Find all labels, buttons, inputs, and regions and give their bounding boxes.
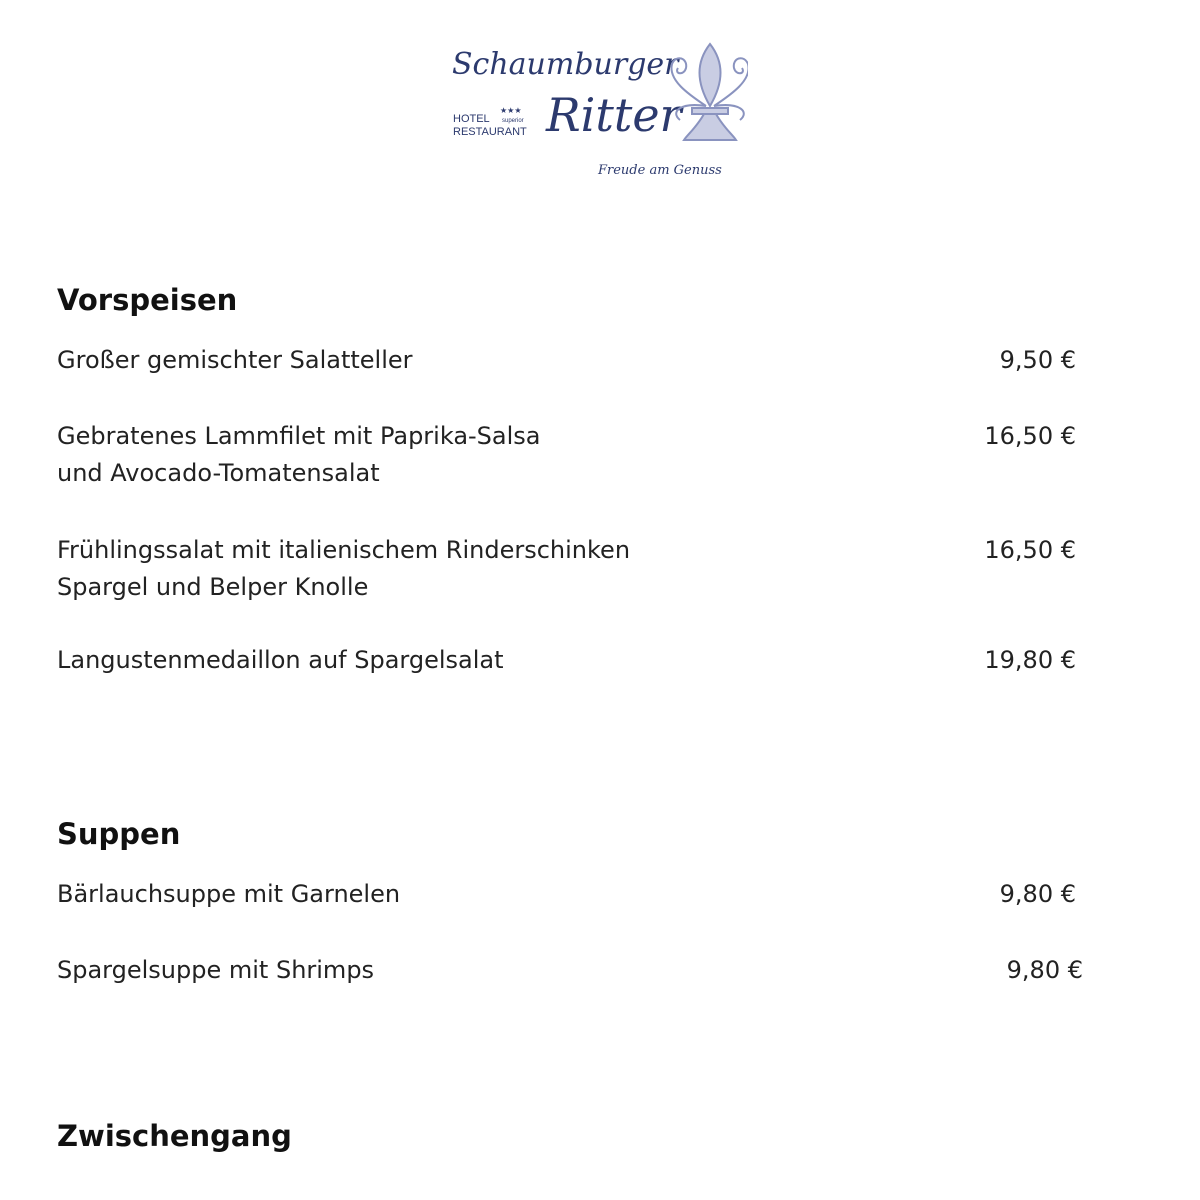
- menu-item-price: 9,50 €: [999, 346, 1076, 374]
- menu-item: [57, 876, 1120, 913]
- logo-script-top: Schaumburger: [452, 47, 679, 82]
- menu-item-name: [57, 342, 817, 379]
- logo-graphic: [448, 36, 748, 196]
- menu-item: [57, 642, 1120, 679]
- menu-item-price: 16,50 €: [984, 422, 1076, 450]
- logo-script-main: Ritter: [546, 88, 682, 142]
- menu-item: [57, 532, 1120, 606]
- menu-item-line: Bärlauchsuppe mit Garnelen: [57, 880, 401, 908]
- menu-item-line: Frühlingssalat mit italienischem Rinderschinken: [57, 536, 631, 564]
- menu-item: [57, 952, 1120, 989]
- section-title-vorspeisen: Vorspeisen: [57, 283, 238, 317]
- menu-item-price: 9,80 €: [999, 880, 1076, 908]
- logo-hotel: HOTEL: [453, 113, 490, 125]
- menu-item-name: [57, 876, 817, 913]
- logo-superior: superior: [502, 118, 524, 124]
- menu-item-line: und Avocado-Tomatensalat: [57, 459, 380, 487]
- menu-item-name: [57, 642, 817, 679]
- restaurant-logo: [448, 36, 748, 196]
- menu-item-price: 16,50 €: [984, 536, 1076, 564]
- menu-item-name: [57, 952, 817, 989]
- menu-item-name: [57, 532, 817, 606]
- logo-restaurant: RESTAURANT: [453, 126, 527, 138]
- section-title-zwischengang: Zwischengang: [57, 1119, 292, 1153]
- section-title-suppen: Suppen: [57, 817, 181, 851]
- menu-item-name: [57, 418, 817, 492]
- menu-item-price: 9,80 €: [1006, 956, 1083, 984]
- menu-item-line: Großer gemischter Salatteller: [57, 346, 413, 374]
- fleur-de-lis-icon: [671, 44, 748, 140]
- logo-stars: ★★★: [500, 106, 522, 115]
- menu-item-line: Spargel und Belper Knolle: [57, 573, 369, 601]
- menu-item-line: Langustenmedaillon auf Spargelsalat: [57, 646, 504, 674]
- menu-item-price: 19,80 €: [984, 646, 1076, 674]
- menu-item: [57, 342, 1120, 379]
- menu-item: [57, 418, 1120, 492]
- menu-item-line: Spargelsuppe mit Shrimps: [57, 956, 375, 984]
- menu-item-line: Gebratenes Lammfilet mit Paprika-Salsa: [57, 422, 541, 450]
- logo-tagline: Freude am Genuss: [598, 163, 722, 178]
